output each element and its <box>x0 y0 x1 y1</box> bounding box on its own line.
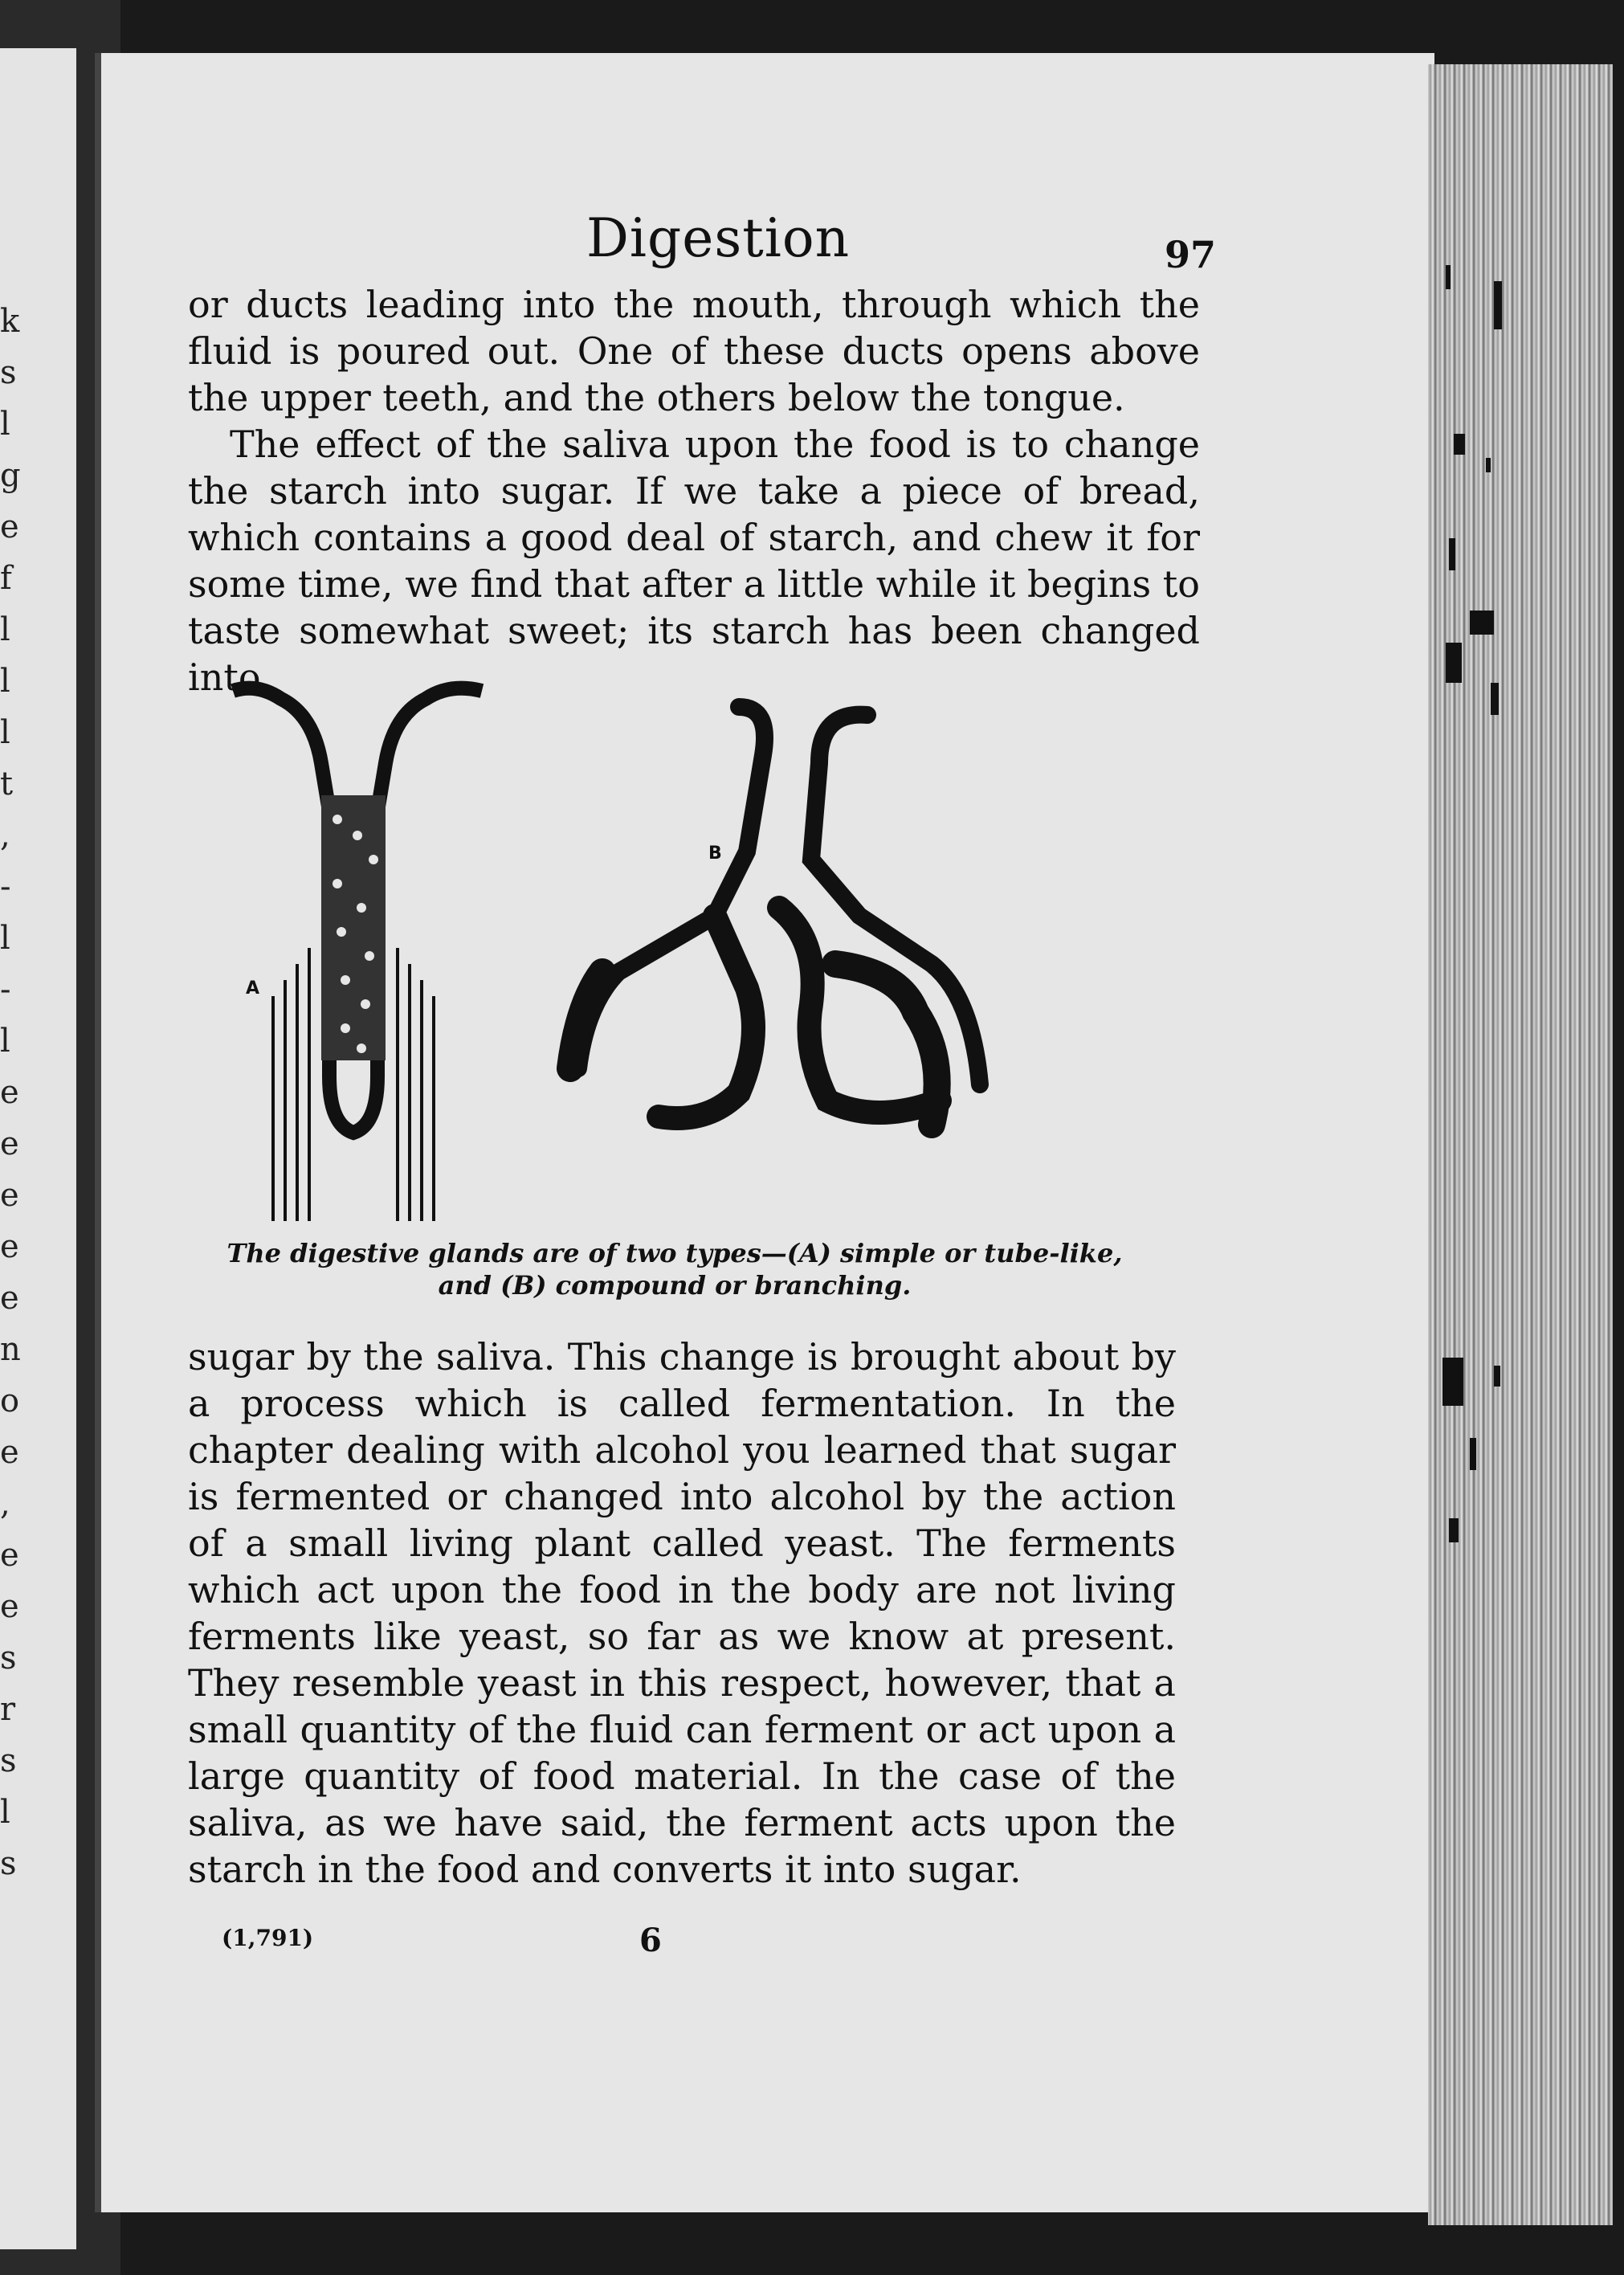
facing-page-char: e <box>0 1280 19 1317</box>
body-text-lower <box>188 1334 1176 1893</box>
facing-page-char: s <box>0 1742 17 1779</box>
page-edge-marks <box>1438 265 1534 1631</box>
facing-page-char: , <box>0 1485 10 1522</box>
facing-page-char: k <box>0 303 20 340</box>
facing-page-char: f <box>0 560 12 597</box>
facing-page-char: s <box>0 354 17 391</box>
facing-page-char: e <box>0 1125 19 1162</box>
facing-page-char: n <box>0 1331 21 1368</box>
figure-caption: The digestive glands are of two types—(A) simple or tube-like, and (B) compound or branching. <box>226 1238 1123 1301</box>
facing-page-char: , <box>0 817 10 854</box>
facing-page-char: e <box>0 1074 19 1111</box>
digestive-glands-illustration <box>225 675 1140 1237</box>
facing-page-char: e <box>0 1588 19 1625</box>
facing-page-edge <box>0 48 76 2249</box>
signature-mark: (1,791) <box>222 1925 314 1951</box>
facing-page-char: l <box>0 1023 10 1060</box>
facing-page-char: - <box>0 971 11 1008</box>
facing-page-char: l <box>0 920 10 957</box>
facing-page-char: e <box>0 1537 19 1574</box>
figure-label-b: B <box>708 843 722 864</box>
figure-label-a: A <box>246 978 260 999</box>
facing-page-char: g <box>0 457 21 494</box>
facing-page-char: e <box>0 1228 19 1265</box>
facing-page-char: e <box>0 509 19 545</box>
facing-page-char: l <box>0 714 10 751</box>
facing-page-char: r <box>0 1691 16 1728</box>
facing-page-char: l <box>0 663 10 700</box>
facing-page-char: l <box>0 406 10 443</box>
facing-page-char: l <box>0 1794 10 1831</box>
paragraph-continued: or ducts leading into the mouth, through which the fluid is poured out. One of these ducts opens above the upper teeth, and the others below the tongue. <box>188 283 1200 419</box>
compound-gland-figure-b <box>570 707 980 1125</box>
body-text-upper <box>188 281 1200 700</box>
facing-page-char: l <box>0 611 10 648</box>
facing-page-char: e <box>0 1434 19 1471</box>
facing-page-char: s <box>0 1640 17 1677</box>
paragraph-fermentation: sugar by the saliva. This change is brought about by a process which is called fermentation. In the chapter dealing with alcohol you learned that sugar is fermented or changed into alcohol by the action of a small living plant called yeast. The ferments which act upon the food in the body are not living ferments like yeast, so far as we know at present. They resemble yeast in this respect, however, that a small quantity of the fluid can ferment or act upon a large quantity of food material. In the case of the saliva, as we have said, the ferment acts upon the starch in the food and converts it into sugar. <box>188 1335 1176 1891</box>
simple-gland-figure-a <box>233 688 482 1221</box>
facing-page-char: - <box>0 868 11 905</box>
gathering-number: 6 <box>639 1922 662 1959</box>
page-number: 97 <box>1165 233 1217 276</box>
facing-page-char: e <box>0 1177 19 1214</box>
running-head: Digestion <box>586 207 851 269</box>
paragraph-saliva-effect: The effect of the saliva upon the food is to change the starch into sugar. If we take a piece of bread, which contains a good deal of starch, and chew it for some time, we find that after a little while it begins to taste somewhat sweet; its starch has been changed into <box>188 423 1200 699</box>
facing-page-char: t <box>0 766 14 803</box>
facing-page-char: o <box>0 1383 20 1419</box>
facing-page-char: s <box>0 1845 17 1882</box>
